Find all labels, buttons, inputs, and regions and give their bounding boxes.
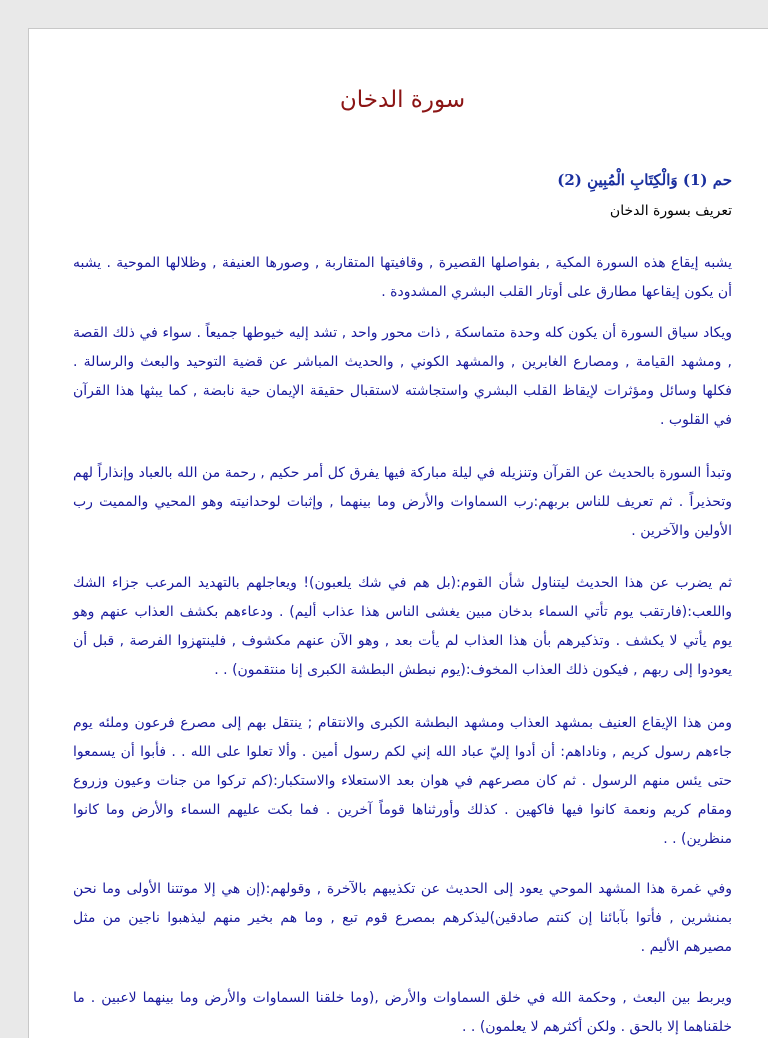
paragraph: ويكاد سياق السورة أن يكون كله وحدة متماسكة , ذات محور واحد , تشد إليه خيوطها جميعاً . سواء في ذلك القصة , ومشهد القيامة , ومصارع الغابرين , والمشهد الكوني , والحديث المباشر عن قضية التوحيد والبعث والرسالة . فكلها وسائل ومؤثرات لإيقاظ القلب البشري واستجاشته لاستقبال حقيقة الإيمان حية نابضة , كما يبثها هذا القرآن في القلوب .: [73, 325, 732, 428]
page-title: سورة الدخان: [339, 87, 466, 113]
section-subtitle: تعريف بسورة الدخان: [609, 203, 732, 219]
paragraph: ويربط بين البعث , وحكمة الله في خلق السماوات والأرض ,(وما خلقنا السماوات والأرض وما بينهما لاعبين . ما خلقناهما إلا بالحق . ولكن أكثرهم لا يعلمون) . .: [73, 990, 732, 1035]
paragraph: وفي غمرة هذا المشهد الموحي يعود إلى الحديث عن تكذيبهم بالآخرة , وقولهم:(إن هي إلا موتتنا الأولى وما نحن بمنشرين , فأتوا بآبائنا إن كنتم صادقين)ليذكرهم بمصرع قوم تبع , وما هم بخير منهم ليذهبوا ناجين من مثل مصيرهم الأليم .: [73, 881, 732, 955]
opening-verse: حم (1) وَالْكِتَابِ الْمُبِينِ (2): [557, 171, 732, 189]
document-page: [28, 28, 768, 1038]
paragraph: يشبه إيقاع هذه السورة المكية , بفواصلها القصيرة , وقافيتها المتقاربة , وصورها العنيفة , وظلالها الموحية . يشبه أن يكون إيقاعها مطارق على أوتار القلب البشري المشدودة .: [73, 255, 732, 300]
paragraph: ومن هذا الإيقاع العنيف بمشهد العذاب ومشهد البطشة الكبرى والانتقام ; ينتقل بهم إلى مصرع فرعون وملئه يوم جاءهم رسول كريم , وناداهم: أن أدوا إليّ عباد الله إني لكم رسول أمين . وألا تعلوا على الله . . فأبوا أن يسمعوا حتى يئس منهم الرسول . ثم كان مصرعهم في هوان بعد الاستعلاء والاستكبار:(كم تركوا من جنات وعيون وزروع ومقام كريم ونعمة كانوا فيها فاكهين . كذلك وأورثناها قوماً آخرين . فما بكت عليهم السماء والأرض وما كانوا منظرين) . .: [73, 715, 732, 847]
paragraph: وتبدأ السورة بالحديث عن القرآن وتنزيله في ليلة مباركة فيها يفرق كل أمر حكيم , رحمة من الله بالعباد وإنذاراً لهم وتحذيراً . ثم تعريف للناس بربهم:رب السماوات والأرض وما بينهما , وإثبات لوحدانيته وهو المحيي والمميت رب الأولين والآخرين .: [73, 465, 732, 539]
paragraph: ثم يضرب عن هذا الحديث ليتناول شأن القوم:(بل هم في شك يلعبون)! ويعاجلهم بالتهديد المرعب جزاء الشك واللعب:(فارتقب يوم تأتي السماء بدخان مبين يغشى الناس هذا عذاب أليم) . ودعاءهم بكشف العذاب عنهم وهو يوم يأتي لا يكشف . وتذكيرهم بأن هذا العذاب لم يأت بعد , وهو الآن عنهم مكشوف , فلينتهزوا الفرصة , قبل أن يعودوا إلى ربهم , فيكون ذلك العذاب المخوف:(يوم نبطش البطشة الكبرى إنا منتقمون) . .: [73, 575, 732, 678]
